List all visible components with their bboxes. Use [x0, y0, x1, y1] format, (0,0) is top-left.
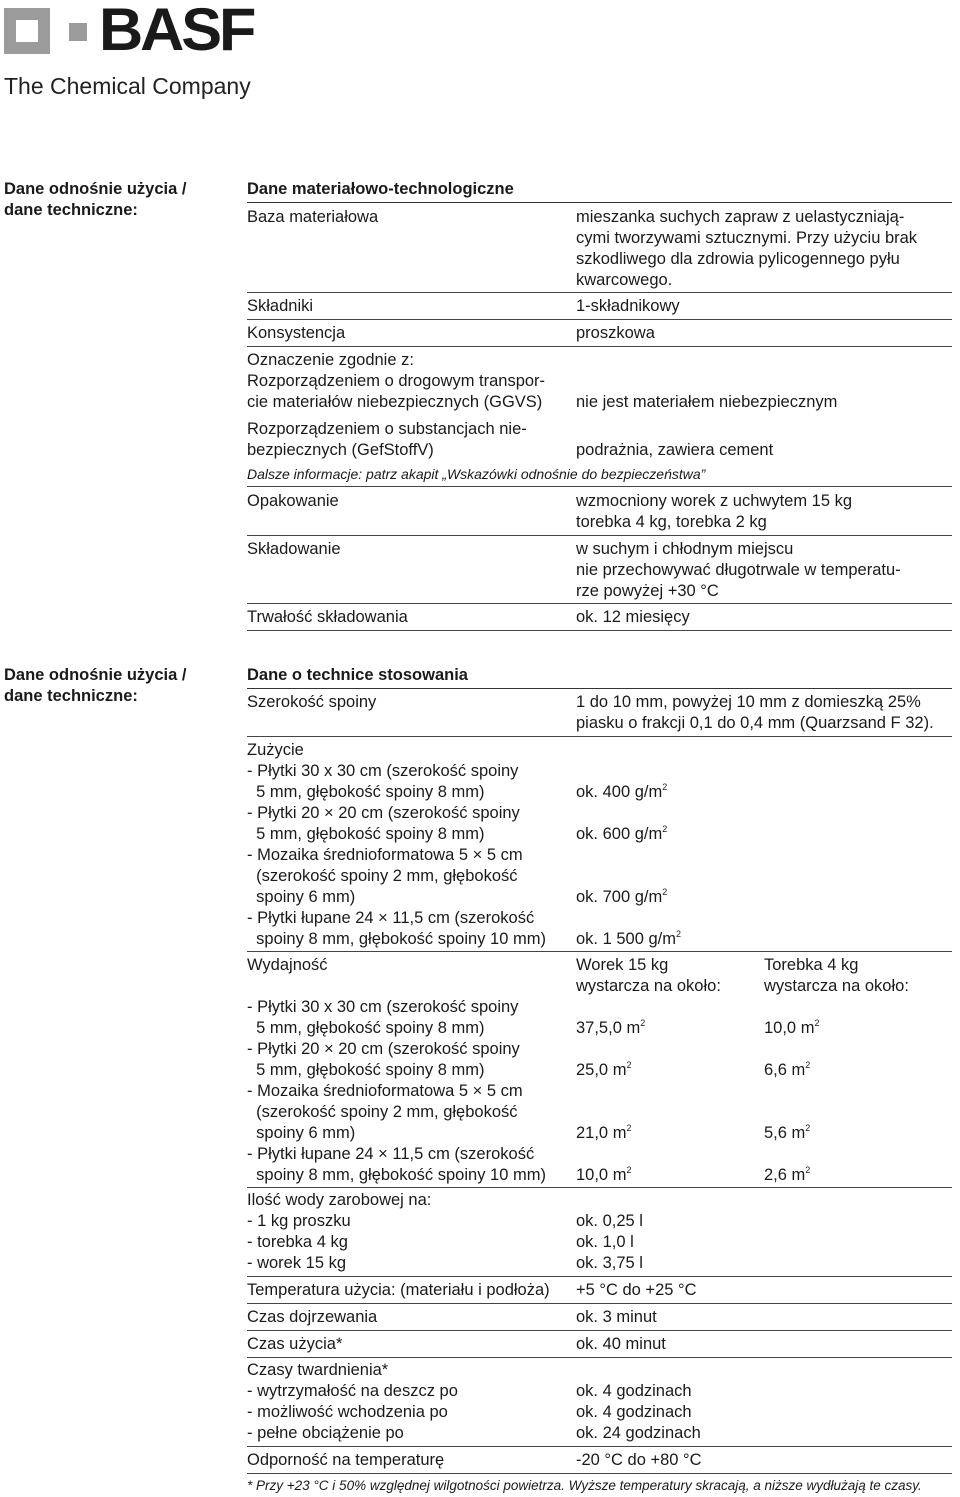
row-divider: [247, 1276, 952, 1277]
yield-item-v2: 10,0 $m^2$: [764, 1017, 820, 1037]
storage-value: w suchym i chłodnym miejscu nie przechowywać długotrwale w temperatu- rze powyżej +30 °C: [576, 540, 901, 600]
yield-item-v2: 5,6 $m^2$: [764, 1122, 811, 1142]
shelf-life-value: ok. 12 miesięcy: [576, 608, 690, 626]
consumption-item-text: - Mozaika średnioformatowa 5 × 5 cm (szerokość spoiny 2 mm, głębokość spoiny 6 mm): [247, 846, 523, 906]
yield-col2-header: Torebka 4 kg wystarcza na około:: [764, 956, 909, 995]
consumption-item-text: - Płytki łupane 24 × 11,5 cm (szerokość spoiny 8 mm, głębokość spoiny 10 mm): [247, 909, 546, 948]
pot-life-label: Czas użycia*: [247, 1335, 343, 1353]
logo-wordmark: BASF: [99, 0, 254, 63]
yield-item-v2: 2,6 $m^2$: [764, 1164, 811, 1184]
curing-item-text: - wytrzymałość na deszcz po: [247, 1382, 458, 1400]
yield-item-v1: 21,0 $m^2$: [576, 1122, 632, 1142]
water-item-value: ok. 0,25 l: [576, 1212, 643, 1230]
row-divider: [247, 630, 952, 631]
row-divider: [247, 535, 952, 536]
curing-item-value: ok. 4 godzinach: [576, 1403, 692, 1421]
row-divider: [247, 346, 952, 347]
sidebar-label-2: Dane odnośnie użycia / dane techniczne:: [4, 666, 187, 705]
row-divider: [247, 1446, 952, 1447]
yield-item-text: - Płytki 20 × 20 cm (szerokość spoiny 5 mm, głębokość spoiny 8 mm): [247, 1040, 520, 1079]
water-item-value: ok. 3,75 l: [576, 1254, 643, 1272]
yield-col1-header: Worek 15 kg wystarcza na około:: [576, 956, 721, 995]
curing-item-value: ok. 24 godzinach: [576, 1424, 701, 1442]
gefstoffv-label: Rozporządzeniem o substancjach nie- bezpiecznych (GefStoffV): [247, 420, 527, 459]
water-item-text: - worek 15 kg: [247, 1254, 347, 1272]
yield-label: Wydajność: [247, 956, 328, 974]
ripening-time-value: ok. 3 minut: [576, 1308, 657, 1326]
row-divider: [247, 1330, 952, 1331]
row-divider: [247, 603, 952, 604]
pot-life-value: ok. 40 minut: [576, 1335, 666, 1353]
ripening-time-label: Czas dojrzewania: [247, 1308, 378, 1326]
base-material-value: mieszanka suchych zapraw z uelastyczniają- cymi tworzywami sztucznymi. Przy użyciu brak szkodliwego dla zdrowia pylicogennego pyłu kwarcowego.: [576, 208, 918, 289]
row-divider: [247, 292, 952, 293]
logo-square-inner: [16, 20, 38, 42]
section1-divider: [247, 202, 952, 203]
yield-item-text: - Mozaika średnioformatowa 5 × 5 cm (szerokość spoiny 2 mm, głębokość spoiny 6 mm): [247, 1082, 523, 1142]
row-divider: [247, 736, 952, 737]
packaging-label: Opakowanie: [247, 492, 339, 510]
section1-title: Dane materiałowo-technologiczne: [247, 180, 514, 198]
consistency-value: proszkowa: [576, 324, 655, 342]
consumption-label: Zużycie: [247, 741, 304, 759]
consumption-item-value: ok. 600 $g/m^2$: [576, 823, 668, 843]
curing-label: Czasy twardnienia*: [247, 1361, 389, 1379]
row-divider: [247, 486, 952, 487]
row-divider: [247, 1473, 952, 1474]
gefstoffv-value: podrażnia, zawiera cement: [576, 441, 774, 459]
yield-item-v1: 25,0 $m^2$: [576, 1059, 632, 1079]
section2-divider: [247, 688, 952, 689]
ggvs-label: Oznaczenie zgodnie z: Rozporządzeniem o drogowym transpor- cie materiałów niebezpiecznych (GGVS): [247, 351, 546, 411]
storage-label: Składowanie: [247, 540, 341, 558]
section2-title: Dane o technice stosowania: [247, 666, 468, 684]
use-temperature-value: +5 °C do +25 °C: [576, 1281, 697, 1299]
yield-item-v1: 37,5,0 $m^2$: [576, 1017, 646, 1037]
logo-square-small: [69, 23, 87, 41]
water-item-value: ok. 1,0 l: [576, 1233, 634, 1251]
ggvs-value: nie jest materiałem niebezpiecznym: [576, 393, 838, 411]
sidebar-label-1: Dane odnośnie użycia / dane techniczne:: [4, 180, 187, 219]
row-divider: [247, 319, 952, 320]
base-material-label: Baza materiałowa: [247, 208, 379, 226]
joint-width-label: Szerokość spoiny: [247, 693, 377, 711]
footnote: * Przy +23 °C i 50% względnej wilgotności powietrza. Wyższe temperatury skracają, a niższe wydłużają te czasy.: [247, 1478, 922, 1493]
use-temperature-label: Temperatura użycia: (materiału i podłoża): [247, 1281, 550, 1299]
safety-note: Dalsze informacje: patrz akapit „Wskazówki odnośnie do bezpieczeństwa”: [247, 466, 706, 482]
row-divider: [247, 1303, 952, 1304]
shelf-life-label: Trwałość składowania: [247, 608, 408, 626]
consumption-item-value: ok. 700 $g/m^2$: [576, 886, 668, 906]
components-value: 1-składnikowy: [576, 297, 680, 315]
components-label: Składniki: [247, 297, 314, 315]
row-divider: [247, 1187, 952, 1188]
consumption-item-value: ok. 400 $g/m^2$: [576, 781, 668, 801]
tagline: The Chemical Company: [4, 73, 251, 99]
yield-item-text: - Płytki 30 x 30 cm (szerokość spoiny 5 mm, głębokość spoiny 8 mm): [247, 998, 519, 1037]
consumption-item-value: ok. 1 500 $g/m^2$: [576, 928, 681, 948]
consistency-label: Konsystencja: [247, 324, 346, 342]
temperature-resistance-value: -20 °C do +80 °C: [576, 1451, 702, 1469]
temperature-resistance-label: Odporność na temperaturę: [247, 1451, 445, 1469]
water-label: Ilość wody zarobowej na:: [247, 1191, 432, 1209]
yield-item-v1: 10,0 $m^2$: [576, 1164, 632, 1184]
yield-item-text: - Płytki łupane 24 × 11,5 cm (szerokość spoiny 8 mm, głębokość spoiny 10 mm): [247, 1145, 546, 1184]
curing-item-text: - możliwość wchodzenia po: [247, 1403, 448, 1421]
joint-width-value: 1 do 10 mm, powyżej 10 mm z domieszką 25% piasku o frakcji 0,1 do 0,4 mm (Quarzsand F 32).: [576, 693, 934, 732]
curing-item-text: - pełne obciążenie po: [247, 1424, 404, 1442]
consumption-item-text: - Płytki 30 x 30 cm (szerokość spoiny 5 mm, głębokość spoiny 8 mm): [247, 762, 519, 801]
consumption-item-text: - Płytki 20 × 20 cm (szerokość spoiny 5 mm, głębokość spoiny 8 mm): [247, 804, 520, 843]
water-item-text: - torebka 4 kg: [247, 1233, 348, 1251]
yield-item-v2: 6,6 $m^2$: [764, 1059, 811, 1079]
row-divider: [247, 1357, 952, 1358]
curing-item-value: ok. 4 godzinach: [576, 1382, 692, 1400]
row-divider: [247, 951, 952, 952]
basf-logo: [4, 0, 266, 63]
packaging-value: wzmocniony worek z uchwytem 15 kg torebka 4 kg, torebka 2 kg: [576, 492, 853, 531]
water-item-text: - 1 kg proszku: [247, 1212, 351, 1230]
